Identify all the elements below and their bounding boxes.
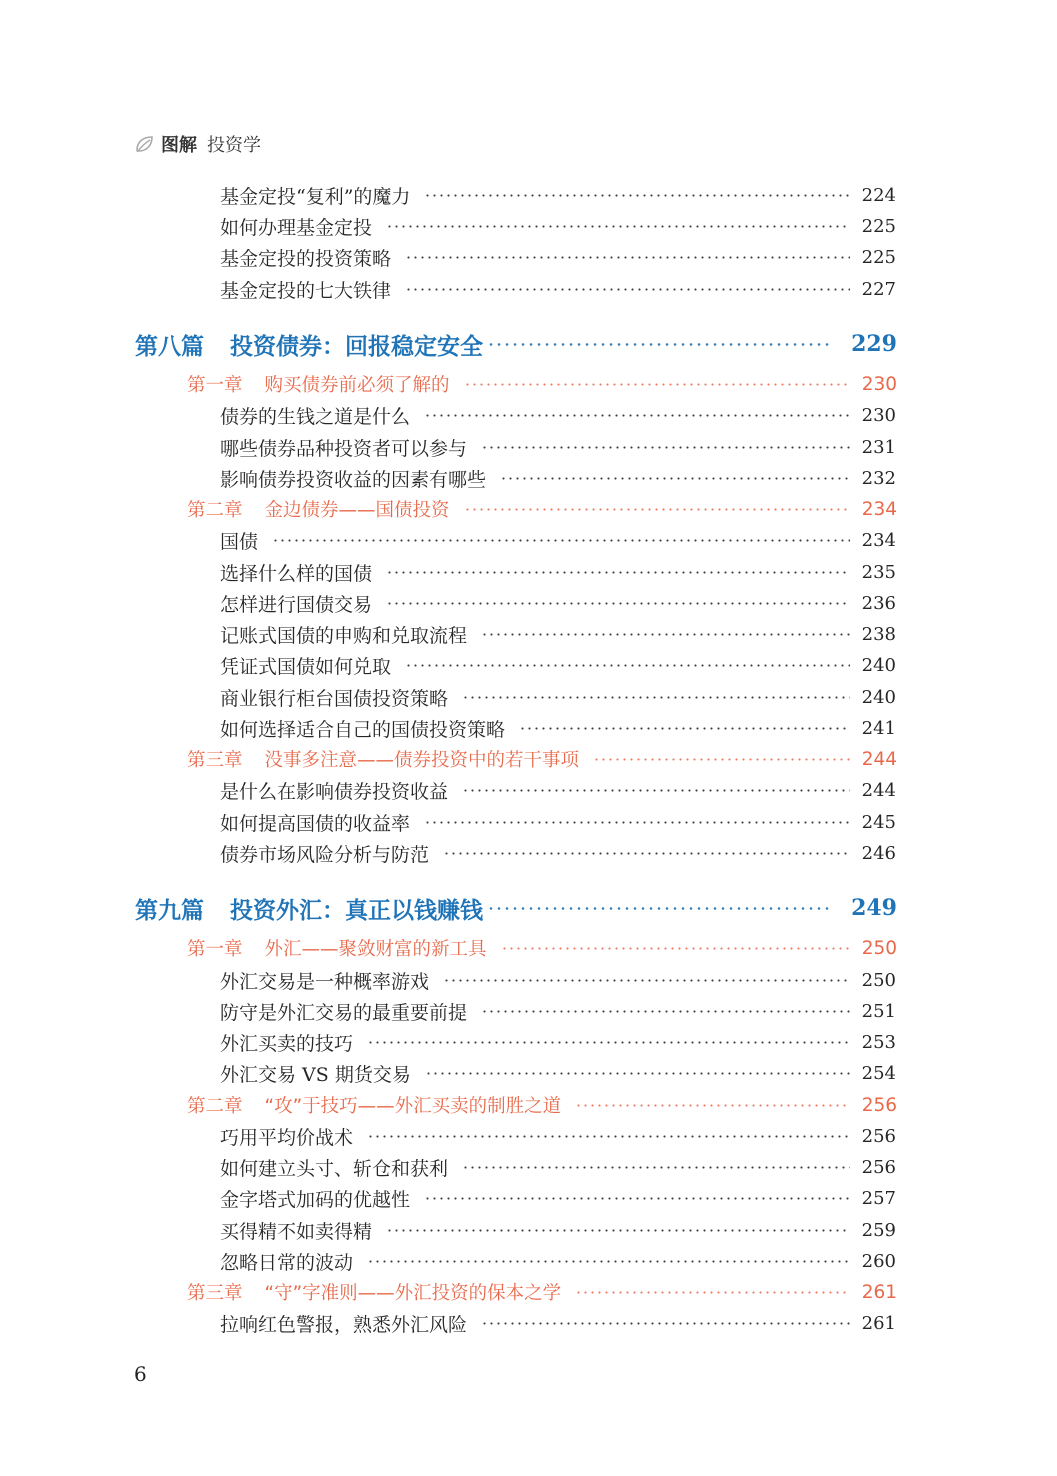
dot-leader [593, 757, 850, 761]
dot-leader [462, 788, 850, 792]
toc-page-number: 224 [861, 184, 896, 206]
running-header [133, 128, 261, 160]
dot-leader [405, 255, 850, 259]
toc-entry[interactable] [220, 242, 896, 272]
toc-page-number: 256 [861, 1094, 897, 1116]
toc-entry[interactable] [220, 965, 896, 995]
toc-page-number: 229 [851, 331, 897, 357]
dot-leader [464, 507, 850, 511]
toc-page-number: 245 [861, 811, 896, 833]
toc-title: 债券市场风险分析与防范 [220, 843, 430, 866]
toc-section[interactable] [135, 889, 897, 927]
toc-entry[interactable] [220, 463, 896, 493]
dot-leader [481, 1009, 850, 1013]
toc-number: 第九篇 [135, 896, 204, 924]
dot-leader [462, 1165, 850, 1169]
dot-leader [386, 1228, 850, 1232]
toc-page-number: 250 [861, 937, 897, 959]
toc-page-number: 246 [861, 842, 896, 864]
toc-page-number: 234 [861, 529, 896, 551]
toc-title: 记账式国债的申购和兑取流程 [220, 624, 468, 647]
toc-page-number: 251 [861, 1000, 896, 1022]
toc-page-number: 260 [861, 1250, 896, 1272]
toc-chapter[interactable] [187, 494, 897, 524]
toc-page-number: 240 [861, 686, 896, 708]
dot-leader [575, 1290, 850, 1294]
toc-entry[interactable] [220, 713, 896, 743]
toc-entry[interactable] [220, 1183, 896, 1213]
toc-title: 哪些债券品种投资者可以参与 [220, 437, 468, 460]
toc-title: 金字塔式加码的优越性 [220, 1188, 411, 1211]
toc-title: 是什么在影响债券投资收益 [220, 780, 449, 803]
toc-number: 第二章 [187, 1096, 243, 1117]
toc-entry[interactable] [220, 588, 896, 618]
toc-entry[interactable] [220, 996, 896, 1026]
toc-number: 第二章 [187, 500, 243, 521]
toc-chapter[interactable] [187, 744, 897, 774]
toc-title: 拉响红色警报，熟悉外汇风险 [220, 1313, 468, 1336]
toc-title: 外汇买卖的技巧 [220, 1032, 354, 1055]
toc-title: 债券的生钱之道是什么 [220, 405, 411, 428]
toc-title: 忽略日常的波动 [220, 1251, 354, 1274]
toc-title: 影响债券投资收益的因素有哪些 [220, 468, 487, 491]
toc-entry[interactable] [220, 1121, 896, 1151]
dot-leader [487, 342, 829, 347]
toc-page-number: 249 [851, 895, 897, 921]
toc-section[interactable] [135, 325, 897, 363]
dot-leader [405, 663, 850, 667]
toc-entry[interactable] [220, 619, 896, 649]
toc-title: 商业银行柜台国债投资策略 [220, 687, 449, 710]
toc-page-number: 232 [861, 467, 896, 489]
toc-entry[interactable] [220, 211, 896, 241]
toc-page-number: 261 [861, 1312, 896, 1334]
dot-leader [519, 726, 850, 730]
dot-leader [443, 978, 850, 982]
toc-page-number: 227 [861, 278, 896, 300]
toc-entry[interactable] [220, 682, 896, 712]
dot-leader [464, 382, 850, 386]
toc-page-number: 225 [861, 215, 896, 237]
toc-title: 如何建立头寸、斩仓和获利 [220, 1157, 449, 1180]
toc-number: 第一章 [187, 939, 243, 960]
toc-entry[interactable] [220, 1152, 896, 1182]
toc-entry[interactable] [220, 775, 896, 805]
dot-leader [481, 632, 850, 636]
toc-title: 如何选择适合自己的国债投资策略 [220, 718, 506, 741]
toc-title: 外汇交易是一种概率游戏 [220, 970, 430, 993]
dot-leader [487, 906, 829, 911]
book-title: 投资学 [207, 135, 261, 156]
toc-chapter[interactable] [187, 1090, 897, 1120]
dot-leader [424, 1196, 850, 1200]
toc-page-number: 231 [861, 436, 896, 458]
toc-title: 基金定投的投资策略 [220, 247, 392, 270]
toc-entry[interactable] [220, 557, 896, 587]
toc-page-number: 256 [861, 1156, 896, 1178]
toc-page-number: 230 [861, 373, 897, 395]
toc-entry[interactable] [220, 807, 896, 837]
toc-page-number: 238 [861, 623, 896, 645]
toc-title: 怎样进行国债交易 [220, 593, 373, 616]
page-number: 6 [134, 1362, 147, 1386]
dot-leader [386, 601, 850, 605]
toc-number: 第三章 [187, 750, 243, 771]
toc-title: 如何提高国债的收益率 [220, 812, 411, 835]
toc-title: 外汇——聚敛财富的新工具 [264, 939, 487, 960]
toc-entry[interactable] [220, 400, 896, 430]
toc-title: 如何办理基金定投 [220, 216, 373, 239]
toc-chapter[interactable] [187, 1277, 897, 1307]
toc-entry[interactable] [220, 838, 896, 868]
dot-leader [443, 851, 850, 855]
toc-title: 基金定投“复利”的魔力 [220, 185, 411, 208]
book-title-bold: 图解 [161, 135, 197, 156]
toc-page-number: 234 [861, 498, 897, 520]
toc-entry[interactable] [220, 1246, 896, 1276]
toc-title: 防守是外汇交易的最重要前提 [220, 1001, 468, 1024]
dot-leader [425, 1071, 850, 1075]
dot-leader [367, 1040, 850, 1044]
dot-leader [424, 193, 849, 197]
toc-title: 金边债券——国债投资 [264, 500, 450, 521]
leaf-icon [133, 132, 157, 156]
toc-number: 第八篇 [135, 332, 204, 360]
toc-entry[interactable] [220, 525, 896, 555]
toc-page-number: 244 [861, 748, 897, 770]
toc-page-number: 253 [861, 1031, 896, 1053]
toc-entry[interactable] [220, 1058, 896, 1088]
toc-page-number: 257 [861, 1187, 896, 1209]
toc-page-number: 225 [861, 246, 896, 268]
toc-title: 购买债券前必须了解的 [264, 375, 450, 396]
toc-title: 基金定投的七大铁律 [220, 279, 392, 302]
toc-title: 买得精不如卖得精 [220, 1220, 373, 1243]
toc-page-number: 236 [861, 592, 896, 614]
toc-title: 投资外汇：真正以钱赚钱 [230, 896, 483, 924]
dot-leader [462, 695, 850, 699]
toc-entry[interactable] [220, 1215, 896, 1245]
dot-leader [405, 287, 850, 291]
dot-leader [481, 445, 850, 449]
dot-leader [367, 1259, 850, 1263]
toc-title: 选择什么样的国债 [220, 562, 373, 585]
toc-title: 外汇交易 VS 期货交易 [220, 1063, 411, 1086]
toc-entry[interactable] [220, 1308, 896, 1338]
dot-leader [386, 224, 850, 228]
toc-page-number: 244 [861, 779, 896, 801]
toc-title: 投资债券：回报稳定安全 [230, 332, 483, 360]
toc-page-number: 235 [861, 561, 896, 583]
toc-entry[interactable] [220, 650, 896, 680]
toc-title: “守”字准则——外汇投资的保本之学 [264, 1283, 562, 1304]
toc-page-number: 254 [861, 1062, 896, 1084]
toc-title: 没事多注意——债券投资中的若干事项 [264, 750, 580, 771]
toc-page-number: 240 [861, 654, 896, 676]
dot-leader [500, 476, 850, 480]
dot-leader [367, 1134, 850, 1138]
toc-entry[interactable] [220, 274, 896, 304]
toc-entry[interactable] [220, 1027, 896, 1057]
toc-page-number: 259 [861, 1219, 896, 1241]
toc-page-number: 261 [861, 1281, 897, 1303]
dot-leader [424, 820, 850, 824]
toc-title: 国债 [220, 530, 259, 553]
toc-page-number: 241 [861, 717, 896, 739]
dot-leader [386, 570, 850, 574]
toc-number: 第三章 [187, 1283, 243, 1304]
toc-title: “攻”于技巧——外汇买卖的制胜之道 [264, 1096, 562, 1117]
toc-title: 巧用平均价战术 [220, 1126, 354, 1149]
toc-entry[interactable] [220, 180, 896, 210]
dot-leader [424, 413, 850, 417]
dot-leader [481, 1321, 850, 1325]
dot-leader [501, 946, 850, 950]
toc-page-number: 256 [861, 1125, 896, 1147]
toc-chapter[interactable] [187, 933, 897, 963]
toc-page-number: 230 [861, 404, 896, 426]
toc-chapter[interactable] [187, 369, 897, 399]
toc-title: 凭证式国债如何兑取 [220, 655, 392, 678]
dot-leader [575, 1103, 850, 1107]
toc-entry[interactable] [220, 432, 896, 462]
toc-number: 第一章 [187, 375, 243, 396]
dot-leader [272, 538, 850, 542]
toc-page-number: 250 [861, 969, 896, 991]
